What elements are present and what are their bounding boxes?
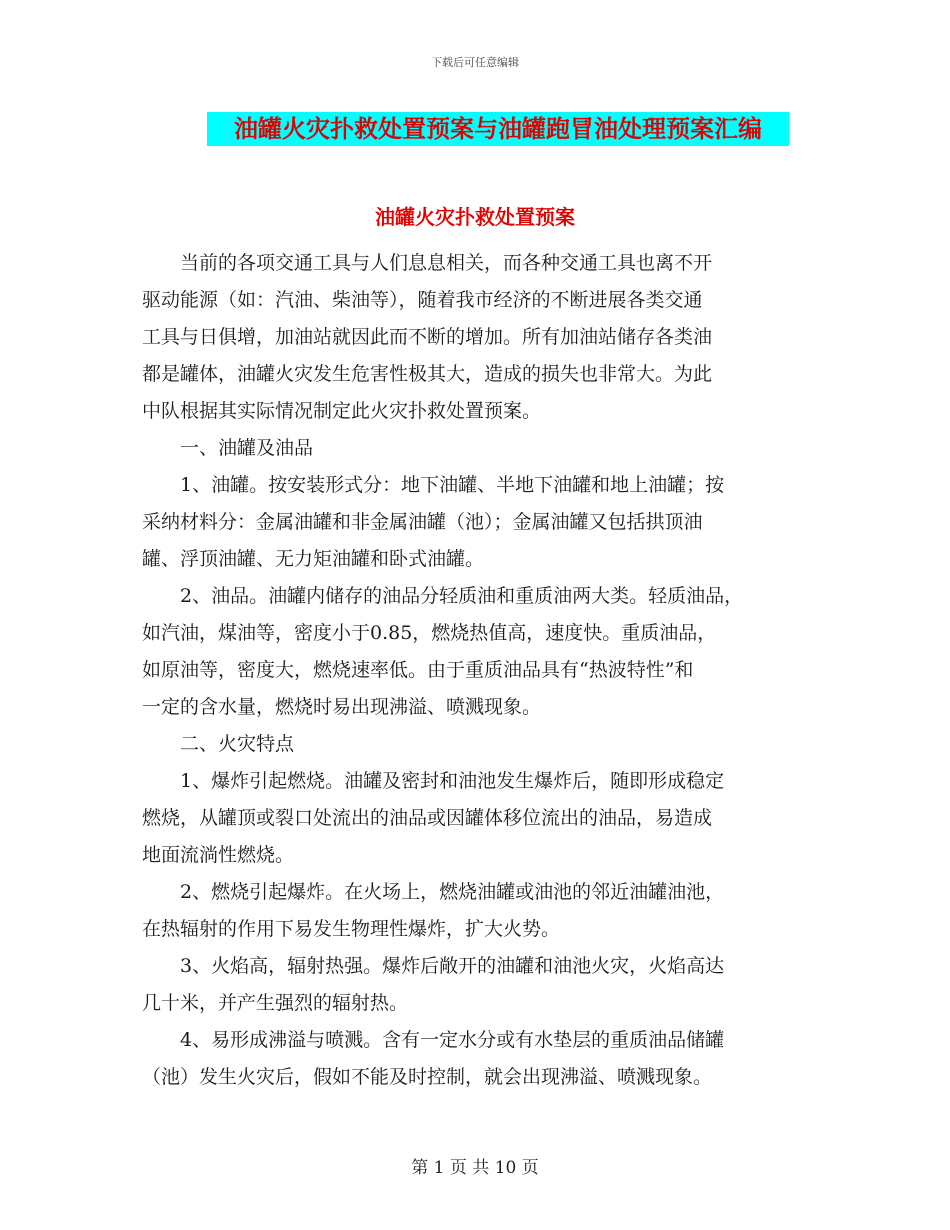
paragraph-line: 2、油品。油罐内储存的油品分轻质油和重质油两大类。轻质油品， <box>180 585 744 607</box>
paragraph-line: 都是罐体，油罐火灾发生危害性极其大，造成的损失也非常大。为此 <box>142 363 713 385</box>
paragraph-line: 地面流淌性燃烧。 <box>142 844 295 866</box>
paragraph-line: 几十米，并产生强烈的辐射热。 <box>142 992 409 1014</box>
paragraph-line: 3、火焰高，辐射热强。爆炸后敞开的油罐和油池火灾，火焰高达 <box>180 955 725 977</box>
page-footer: 第 1 页 共 10 页 <box>411 1158 539 1178</box>
paragraph-line: 1、爆炸引起燃烧。油罐及密封和油池发生爆炸后，随即形成稳定 <box>180 770 725 792</box>
paragraph-line: 罐、浮顶油罐、无力矩油罐和卧式油罐。 <box>142 548 485 570</box>
paragraph-line: 当前的各项交通工具与人们息息相关，而各种交通工具也离不开 <box>180 252 713 274</box>
paragraph-line: 如汽油，煤油等，密度小于0.85，燃烧热值高，速度快。重质油品， <box>142 622 717 644</box>
paragraph-line: （池）发生火灾后，假如不能及时控制，就会出现沸溢、喷溅现象。 <box>142 1066 713 1088</box>
paragraph-line: 1、油罐。按安装形式分：地下油罐、半地下油罐和地上油罐；按 <box>180 474 725 496</box>
paragraph-line: 在热辐射的作用下易发生物理性爆炸，扩大火势。 <box>142 918 561 940</box>
paragraph-line: 4、易形成沸溢与喷溅。含有一定水分或有水垫层的重质油品储罐 <box>180 1029 725 1051</box>
paragraph-line: 中队根据其实际情况制定此火灾扑救处置预案。 <box>142 400 542 422</box>
paragraph-line: 如原油等，密度大，燃烧速率低。由于重质油品具有“热波特性”和 <box>142 659 694 681</box>
heading-line: 一、油罐及油品 <box>180 437 314 459</box>
paragraph-line: 一定的含水量，燃烧时易出现沸溢、喷溅现象。 <box>142 696 542 718</box>
header-note: 下载后可任意编辑 <box>431 56 519 69</box>
section-title: 油罐火灾扑救处置预案 <box>375 205 575 229</box>
heading-line: 二、火灾特点 <box>180 733 295 755</box>
paragraph-line: 驱动能源（如：汽油、柴油等），随着我市经济的不断进展各类交通 <box>142 289 703 311</box>
paragraph-line: 工具与日俱增，加油站就因此而不断的增加。所有加油站储存各类油 <box>142 326 713 348</box>
paragraph-line: 燃烧，从罐顶或裂口处流出的油品或因罐体移位流出的油品，易造成 <box>142 807 713 829</box>
paragraph-line: 采纳材料分：金属油罐和非金属油罐（池）；金属油罐又包括拱顶油 <box>142 511 703 533</box>
paragraph-line: 2、燃烧引起爆炸。在火场上，燃烧油罐或油池的邻近油罐油池， <box>180 881 725 903</box>
document-body <box>142 245 810 1096</box>
document-title: 油罐火灾扑救处置预案与油罐跑冒油处理预案汇编 <box>207 112 789 146</box>
